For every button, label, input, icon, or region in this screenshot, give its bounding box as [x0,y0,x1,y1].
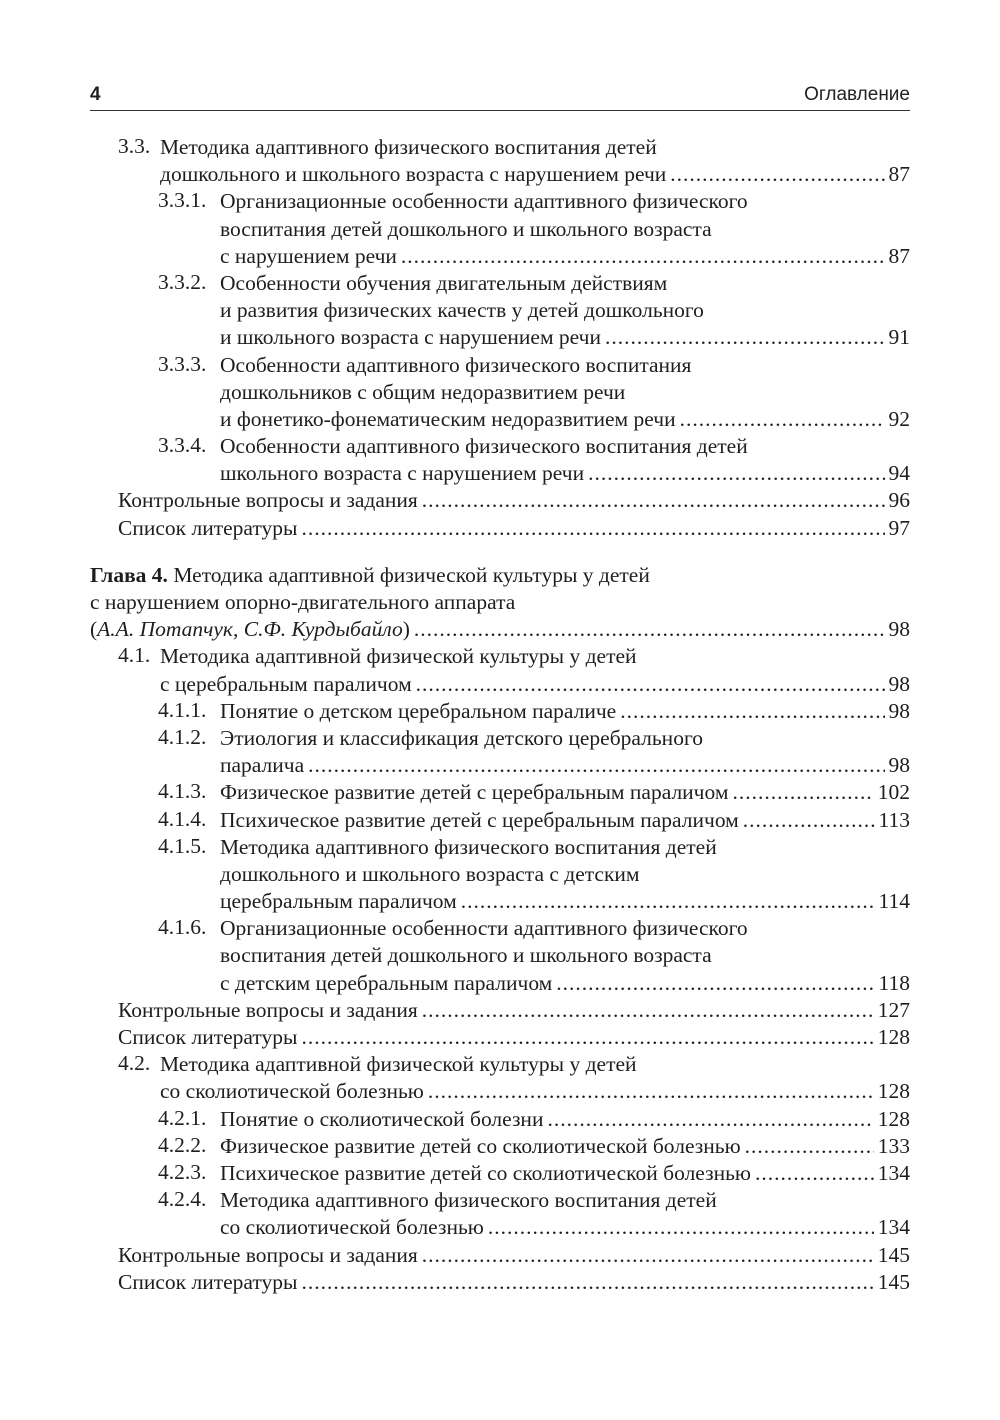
toc-page-number: 133 [877,1133,910,1158]
dot-leader [620,698,884,725]
dot-leader [301,515,884,542]
dot-leader [461,888,875,915]
toc-entry-title: паралича [220,753,305,778]
toc-entry[interactable] [90,1051,910,1105]
chapter-authors: А.А. Потапчук, С.Ф. Курдыбайло [97,617,403,642]
toc-page-number: 134 [877,1215,910,1240]
dot-leader [556,970,874,997]
section-number: 4.2.3. [158,1159,207,1184]
toc-entry-title: Организационные особенности адаптивного физического [220,189,748,214]
section-number: 4.1.4. [158,806,207,831]
toc-page-number: 113 [878,807,910,832]
toc-entry-title: Список литературы [118,515,298,540]
toc-entry[interactable] [90,915,910,997]
toc-entry-title: и фонетико-фонематическим недоразвитием речи [220,406,676,431]
toc-entry-title: школьного возраста с нарушением речи [220,461,585,486]
toc-entry-title: Методика адаптивной физической культуры у детей [173,562,650,587]
toc-page-number: 128 [877,1106,910,1131]
toc-entry[interactable] [90,515,910,542]
dot-leader [588,460,884,487]
toc-entry-title: Методика адаптивного физического воспитания детей [220,834,717,859]
toc-entry-title: Физическое развитие детей со сколиотической болезнью [220,1133,741,1158]
toc-page-number: 98 [888,753,910,778]
toc-entry[interactable] [90,1187,910,1241]
section-number: 4.1.5. [158,833,207,858]
toc-page-number: 102 [877,780,910,805]
toc-entry-title: и школьного возраста с нарушением речи [220,325,602,350]
toc-entry-title: дошкольного и школьного возраста с детским [220,861,640,886]
toc-entry-title: дошкольного и школьного возраста с нарушением речи [160,162,667,187]
toc-page-number: 98 [888,698,910,723]
toc-entry-title: и развития физических качеств у детей дошкольного [220,298,704,323]
toc-entry[interactable] [90,188,910,270]
toc-entry[interactable] [90,698,910,725]
toc-entry-title: Контрольные вопросы и задания [118,1242,418,1267]
toc-entry[interactable] [90,779,910,806]
toc-entry-title: Физическое развитие детей с церебральным параличом [220,780,729,805]
toc-page-number: 98 [888,671,910,696]
toc-entry-title: воспитания детей дошкольного и школьного возраста [220,216,712,241]
section-number: 4.2.1. [158,1105,207,1130]
dot-leader [308,752,884,779]
toc-page-number: 127 [877,997,910,1022]
dot-leader [422,487,885,514]
toc-entry-title: Контрольные вопросы и задания [118,488,418,513]
toc-entry-title: Особенности обучения двигательным действиям [220,270,668,295]
table-of-contents [90,134,910,1296]
toc-entry-title: Методика адаптивного физического воспитания детей [220,1188,717,1213]
toc-page-number: 94 [888,461,910,486]
section-number: 4.1. [118,643,151,668]
toc-entry[interactable]: Глава 4. Методика адаптивной физической культуры у детей с нарушением опорно-двигательного аппарата (А.А. Потапчук, С.Ф. Курдыбайло) ..... 98 [90,562,910,644]
section-number: 4.1.3. [158,779,207,804]
toc-page-number: 145 [877,1269,910,1294]
toc-entry[interactable] [90,1160,910,1187]
toc-entry-title: Психическое развитие детей с церебральным параличом [220,807,739,832]
toc-entry[interactable] [90,1133,910,1160]
toc-entry-title: Психическое развитие детей со сколиотической болезнью [220,1160,751,1185]
toc-page-number: 87 [888,162,910,187]
dot-leader [745,1133,874,1160]
dot-leader [422,997,874,1024]
dot-leader [416,671,885,698]
section-number: 4.1.1. [158,697,207,722]
dot-leader [743,807,875,834]
toc-entry-title: Понятие о сколиотической болезни [220,1106,544,1131]
toc-entry[interactable] [90,270,910,352]
toc-entry[interactable] [90,1269,910,1296]
section-number: 3.3.4. [158,433,207,458]
dot-leader [547,1106,873,1133]
section-number: 4.2.4. [158,1187,207,1212]
chapter-label: Глава 4. [90,562,168,587]
dot-leader [732,779,873,806]
toc-entry-title: воспитания детей дошкольного и школьного возраста [220,943,712,968]
toc-entry-title: Контрольные вопросы и задания [118,997,418,1022]
section-number: 4.2. [118,1051,151,1076]
toc-page-number: 98 [888,617,910,642]
toc-entry-title: с церебральным параличом [160,671,412,696]
toc-page-number: 134 [877,1160,910,1185]
toc-entry-title: Особенности адаптивного физического воспитания детей [220,434,748,459]
toc-entry[interactable] [90,1106,910,1133]
toc-entry[interactable] [90,997,910,1024]
page-number: 4 [90,84,101,105]
toc-entry[interactable] [90,487,910,514]
toc-page-number: 128 [877,1079,910,1104]
toc-page-number: 92 [888,406,910,431]
dot-leader [680,406,885,433]
toc-entry-title: Список литературы [118,1025,298,1049]
toc-entry-title: с детским церебральным параличом [220,970,553,995]
toc-entry[interactable] [90,834,910,916]
toc-entry[interactable] [90,643,910,697]
toc-entry[interactable] [90,725,910,779]
dot-leader [755,1160,874,1187]
section-number: 4.2.2. [158,1132,207,1157]
toc-entry-title: с нарушением опорно-двигательного аппарата [90,590,516,614]
dot-leader [422,1242,874,1269]
toc-entry-title: Этиология и классификация детского церебрального [220,725,703,750]
toc-page-number: 87 [888,243,910,268]
section-number: 3.3.2. [158,269,207,294]
dot-leader [401,243,885,270]
toc-entry[interactable] [90,1024,910,1051]
toc-entry-title: дошкольников с общим недоразвитием речи [220,379,626,404]
toc-entry-title: Методика адаптивной физической культуры у детей [160,1052,637,1077]
toc-entry-title: с нарушением речи [220,243,397,268]
section-number: 3.3.3. [158,351,207,376]
toc-entry-title: Методика адаптивного физического воспитания детей [160,135,657,159]
section-number: 4.1.6. [158,915,207,940]
toc-page-number: 118 [878,970,910,995]
dot-leader [670,161,884,188]
toc-page-number: 114 [878,889,910,914]
toc-entry-title: церебральным параличом [220,889,457,914]
toc-entry-title: со сколиотической болезнью [220,1215,484,1240]
toc-page-number: 97 [888,515,910,540]
section-number: 4.1.2. [158,724,207,749]
toc-entry[interactable] [90,807,910,834]
dot-leader [488,1214,874,1241]
section-number: 3.3.1. [158,188,207,213]
toc-entry-title: Особенности адаптивного физического воспитания [220,352,692,377]
toc-entry[interactable] [90,1242,910,1269]
page-header [90,84,910,111]
dot-leader [414,616,885,643]
toc-entry-title: Организационные особенности адаптивного физического [220,916,748,941]
toc-entry-title: Список литературы [118,1269,298,1294]
dot-leader [428,1078,874,1105]
toc-entry[interactable] [90,134,910,188]
dot-leader [301,1024,873,1051]
dot-leader [605,324,884,351]
dot-leader [301,1269,873,1296]
toc-page-number: 91 [888,325,910,350]
section-number: 3.3. [118,134,151,158]
toc-entry-title: со сколиотической болезнью [160,1079,424,1104]
toc-entry-title: Методика адаптивной физической культуры у детей [160,644,637,669]
toc-entry[interactable] [90,433,910,487]
toc-page-number: 128 [877,1025,910,1049]
toc-entry-title: Понятие о детском церебральном параличе [220,698,617,723]
toc-page-number: 145 [877,1242,910,1267]
toc-page-number: 96 [888,488,910,513]
running-title: Оглавление [804,84,910,105]
toc-entry[interactable] [90,352,910,434]
